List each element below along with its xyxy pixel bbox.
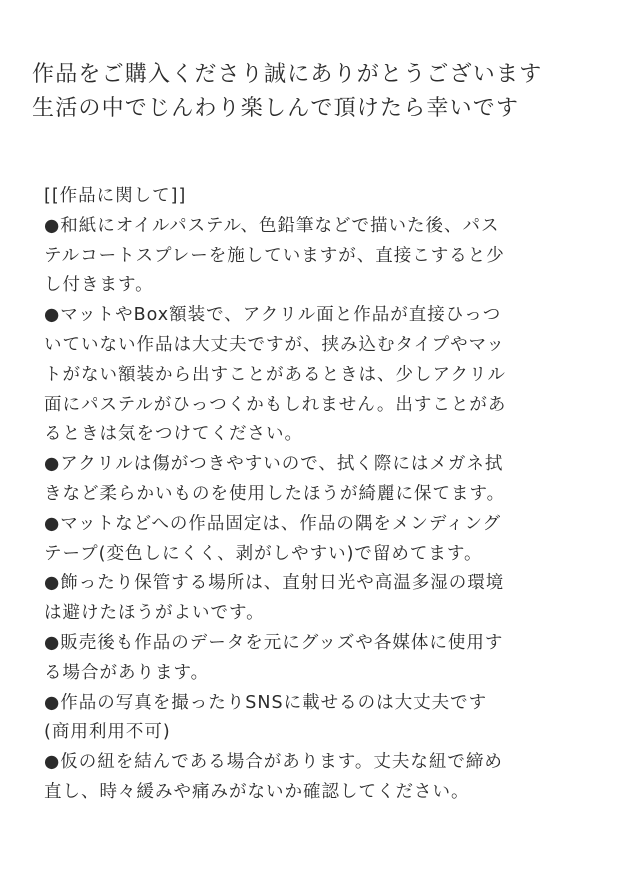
note-line: ●アクリルは傷がつきやすいので、拭く際にはメガネ拭: [44, 454, 504, 475]
note-line: ●飾ったり保管する場所は、直射日光や高温多湿の環境: [44, 573, 505, 594]
note-line: 面にパステルがひっつくかもしれません。出すことがあ: [44, 394, 507, 415]
note-line: ●仮の紐を結んである場合があります。丈夫な紐で締め: [44, 752, 503, 773]
note-line: 直し、時々緩みや痛みがないか確認してください。: [44, 781, 470, 802]
note-item-paper-pastel: [44, 212, 592, 301]
note-line: (商用利用不可): [44, 722, 171, 743]
note-item-mounting: [44, 510, 592, 570]
note-line: トがない額装から出すことがあるときは、少しアクリル: [44, 364, 506, 385]
note-item-string: [44, 748, 592, 808]
care-notes-title: [[作品に関して]]: [44, 186, 187, 206]
greeting-line-2: 生活の中でじんわり楽しんで頂けたら幸いです: [32, 96, 520, 121]
note-line: ●マットなどへの作品固定は、作品の隅をメンディング: [44, 513, 502, 534]
note-line: ●作品の写真を撮ったりSNSに載せるのは大丈夫です: [44, 692, 488, 713]
note-item-acrylic-care: [44, 450, 592, 510]
greeting-line-1: 作品をご購入くださり誠にありがとうございます: [32, 62, 543, 87]
note-item-framing: [44, 301, 592, 450]
note-line: ●マットやBox額装で、アクリル面と作品が直接ひっつ: [44, 305, 502, 326]
note-line: る場合があります。: [44, 662, 210, 683]
note-line: ●和紙にオイルパステル、色鉛筆などで描いた後、パス: [44, 215, 500, 236]
note-item-storage: [44, 569, 592, 629]
note-line: テルコートスプレーを施していますが、直接こすると少: [44, 245, 505, 266]
note-line: ●販売後も作品のデータを元にグッズや各媒体に使用す: [44, 632, 504, 653]
note-line: るときは気をつけてください。: [44, 424, 303, 445]
note-line: は避けたほうがよいです。: [44, 603, 265, 624]
note-item-photos-sns: [44, 689, 592, 749]
note-item-data-usage: [44, 629, 592, 689]
note-line: テープ(変色しにくく、剥がしやすい)で留めてます。: [44, 543, 483, 564]
note-line: いていない作品は大丈夫ですが、挟み込むタイプやマッ: [44, 334, 505, 355]
care-notes: [44, 182, 592, 808]
note-line: きなど柔らかいものを使用したほうが綺麗に保てます。: [44, 483, 506, 504]
greeting-heading: [32, 58, 612, 126]
note-line: し付きます。: [44, 275, 154, 296]
